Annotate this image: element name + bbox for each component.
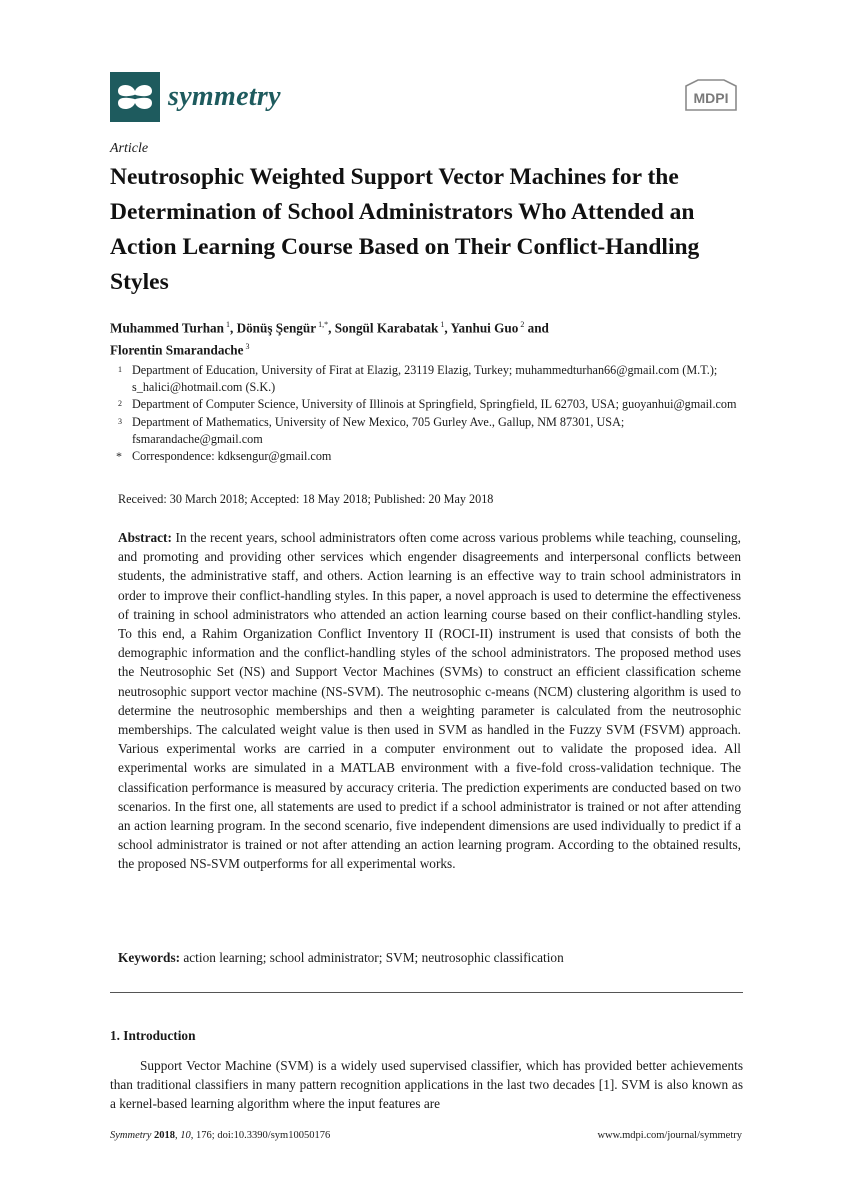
footer-journal: Symmetry [110, 1130, 152, 1141]
author-name: Songül Karabatak [334, 320, 439, 336]
author-name: Yanhui Guo [450, 320, 519, 336]
author-affiliation-mark: 2 [518, 320, 525, 329]
section-divider [110, 992, 743, 993]
section-heading: 1. Introduction [110, 1028, 196, 1043]
keywords-label: Keywords: [118, 950, 181, 965]
affiliation-item [110, 448, 750, 465]
author-name: Florentin Smarandache [110, 342, 244, 358]
journal-name: symmetry [168, 81, 281, 112]
symmetry-emblem-icon [114, 79, 156, 115]
affiliation-text: Correspondence: kdksengur@gmail.com [132, 449, 332, 464]
affiliation-list [110, 362, 750, 465]
keywords-text: action learning; school administrator; SVM; neutrosophic classification [183, 950, 564, 965]
affiliation-item [110, 414, 750, 448]
affiliation-text: Department of Education, University of Firat at Elazig, 23119 Elazig, Turkey; muhammedturhan66@gmail.com (M.T.); s_halici@hotmail.com (S.K.) [132, 363, 718, 395]
paper-title: Neutrosophic Weighted Support Vector Machines for the Determination of School Administrators Who Attended an Action Learning Course Based on Their Conflict-Handling Styles [110, 164, 700, 295]
journal-logo[interactable] [110, 72, 281, 122]
author-name: Muhammed Turhan [110, 320, 224, 336]
author-affiliation-mark: 3 [243, 342, 250, 352]
author-separator: , [229, 320, 237, 336]
footer-citation: Symmetry 2018, 10, 176; doi:10.3390/sym10050176 [110, 1130, 331, 1141]
author-affiliation-mark: 1 [223, 320, 230, 329]
footer-doi[interactable]: , 176; doi:10.3390/sym10050176 [190, 1130, 331, 1141]
author-affiliation-mark: 1 [438, 320, 445, 329]
author-list [110, 315, 750, 360]
abstract-text: In the recent years, school administrators often come across various problems while teaching, counseling, and promoting and providing other services which engender disagreements and interpersonal conflicts between students, the administrative staff, and others. Action learning is an effective way to train school administrators in order to improve their conflict-handling styles. In this paper, a novel approach is used to determine the effectiveness of training in school administrators who attended an action learning course based on their conflict-handling styles. To this end, a Rahim Organization Conflict Inventory II (ROCI-II) instrument is used that consists of both the demographic information and the conflict-handling styles of the school administrators. The proposed method uses the Neutrosophic Set (NS) and Support Vector Machines (SVMs) to construct an efficient classification scheme neutrosophic support vector machine (NS-SVM). The neutrosophic c-means (NCM) clustering algorithm is used to determine the neutrosophic memberships and then a weighting parameter is calculated from the neutrosophic memberships. The calculated weight value is then used in SVM as handled in the Fuzzy SVM (FSVM) approach. Various experimental works are carried in a computer environment out to validate the proposed idea. All experimental works are simulated in a MATLAB environment with a five-fold cross-validation technique. The classification performance is measured by accuracy criteria. The prediction experiments are conducted based on two scenarios. In the first one, all statements are used to predict if a school administrator is trained or not after attending an action learning program. In the second scenario, five independent dimensions are used individually to predict if a school administrator is trained or not after attending an action learning program. According to the obtained results, the proposed NS-SVM outperforms for all experimental works. [118, 530, 741, 872]
affiliation-item [110, 362, 750, 396]
footer-volume: 10 [180, 1130, 191, 1141]
introduction-text: Support Vector Machine (SVM) is a widely used supervised classifier, which has provided better achievements than traditional classifiers in many pattern recognition applications in the last two decades [1]. SVM is also known as a kernel-based learning algorithm where the input features are [110, 1058, 743, 1112]
abstract-label: Abstract: [118, 530, 172, 545]
author-separator: , [328, 320, 335, 336]
affiliation-text: Department of Mathematics, University of New Mexico, 705 Gurley Ave., Gallup, NM 87301, USA; fsmarandache@gmail.com [132, 414, 625, 446]
author-separator: and [524, 320, 549, 336]
affiliation-item [110, 396, 750, 413]
abstract [118, 528, 741, 874]
keywords [118, 950, 741, 966]
author-separator: , [444, 320, 451, 336]
affiliation-text: Department of Computer Science, University of Illinois at Springfield, Springfield, IL 62703, USA; guoyanhui@gmail.com [132, 397, 737, 412]
footer-url[interactable]: www.mdpi.com/journal/symmetry [597, 1130, 742, 1141]
publication-dates: Received: 30 March 2018; Accepted: 18 May 2018; Published: 20 May 2018 [118, 492, 494, 506]
author-affiliation-mark: 1,* [316, 320, 329, 329]
author-name: Dönüş Şengür [236, 320, 317, 336]
affiliation-mark: 1 [118, 365, 122, 374]
affiliation-mark: * [116, 449, 122, 464]
footer-year: 2018 [154, 1130, 176, 1141]
mdpi-logo-icon [680, 76, 742, 116]
affiliation-mark: 2 [118, 399, 122, 409]
journal-logo-mark [110, 72, 160, 122]
affiliation-mark: 3 [118, 416, 122, 426]
publisher-logo[interactable] [680, 76, 742, 116]
article-type: Article [110, 141, 149, 156]
publisher-name: MDPI [693, 90, 729, 106]
